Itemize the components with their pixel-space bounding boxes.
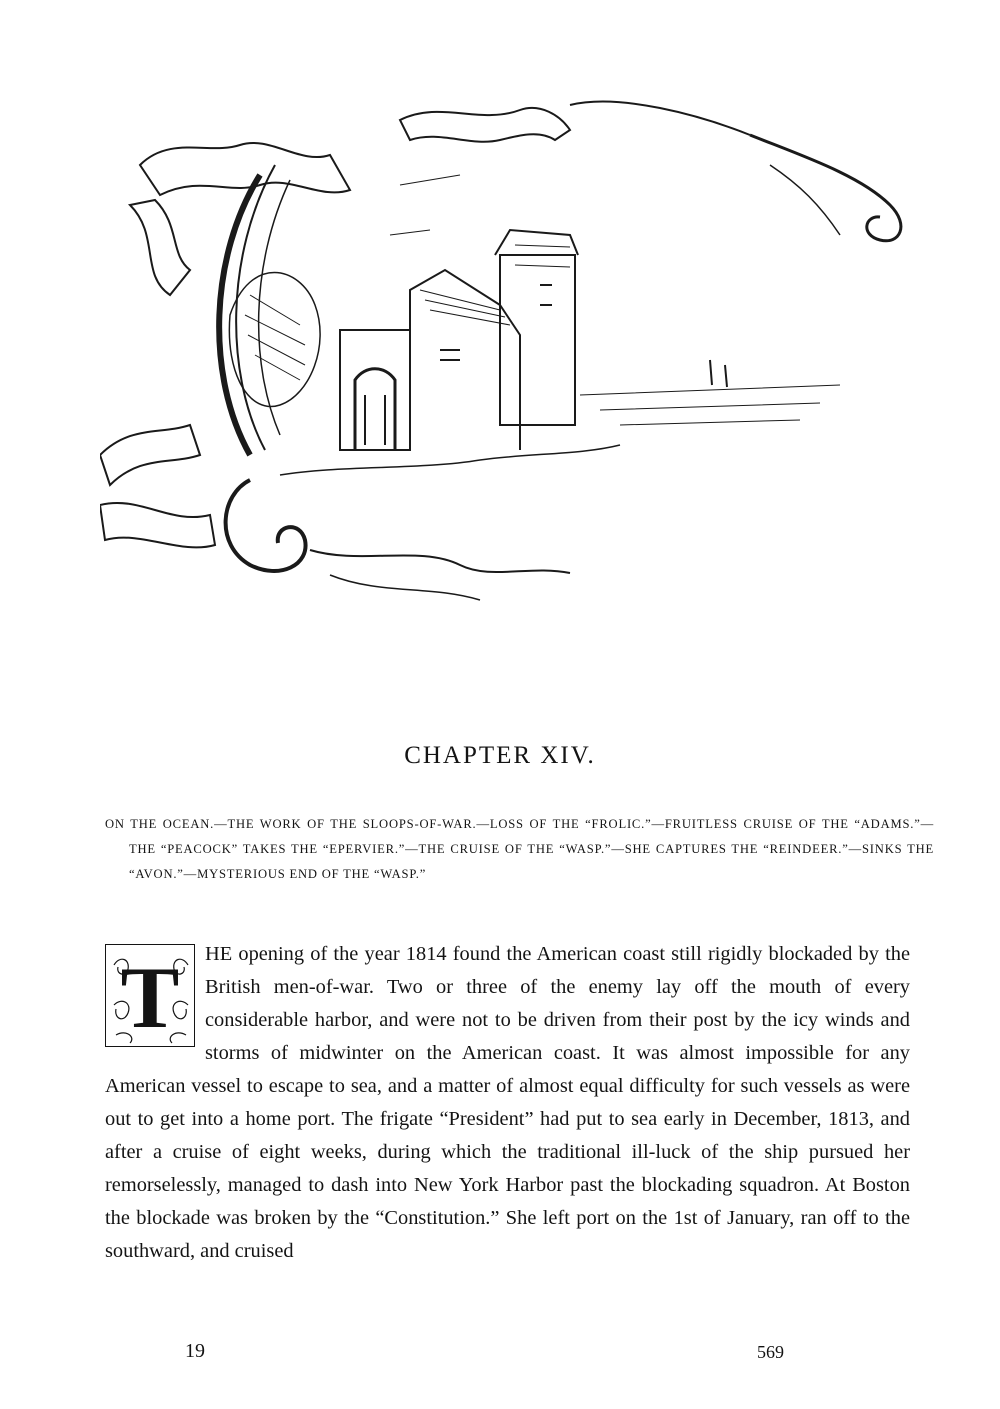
chapter-synopsis: ON THE OCEAN.—THE WORK OF THE SLOOPS-OF-WAR.—LOSS OF THE “FROLIC.”—FRUITLESS CRUISE OF THE “ADAMS.”—THE “PEACOCK” TAKES THE “EPERVIER.”—THE CRUISE OF THE “WASP.”—SHE CAPTURES THE “REINDEER.”—SINKS THE “AVON.”—MYSTERIOUS END OF THE “WASP.” — [105, 817, 934, 881]
drop-cap-box — [105, 944, 195, 1047]
chapter-illustration — [100, 95, 915, 610]
drop-cap-letter: T — [120, 950, 180, 1047]
signature-mark: 19 — [185, 1340, 205, 1362]
body-text: HE opening of the year 1814 found the American coast still rigidly blockaded by the British men-of-war. Two or three of the enemy lay off the mouth of every considerable harbor, and were not to be driven from their post by the icy winds and storms of midwinter on the American coast. It was almost impossible for any American vessel to escape to sea, and a matter of almost equal difficulty for such vessels as were out to get into a home port. The frigate “President” had put to sea early in December, 1813, and after a cruise of eight weeks, during which the traditional ill-luck of the ship pursued her remorselessly, managed to dash into New York Harbor past the blockading squadron. At Boston the blockade was broken by the “Constitution.” She left port on the 1st of January, ran off to the southward, and cruised — [105, 943, 910, 1262]
body-paragraph — [105, 938, 910, 1268]
chapter-title: CHAPTER XIV. — [404, 742, 596, 769]
page-number: 569 — [757, 1342, 784, 1362]
